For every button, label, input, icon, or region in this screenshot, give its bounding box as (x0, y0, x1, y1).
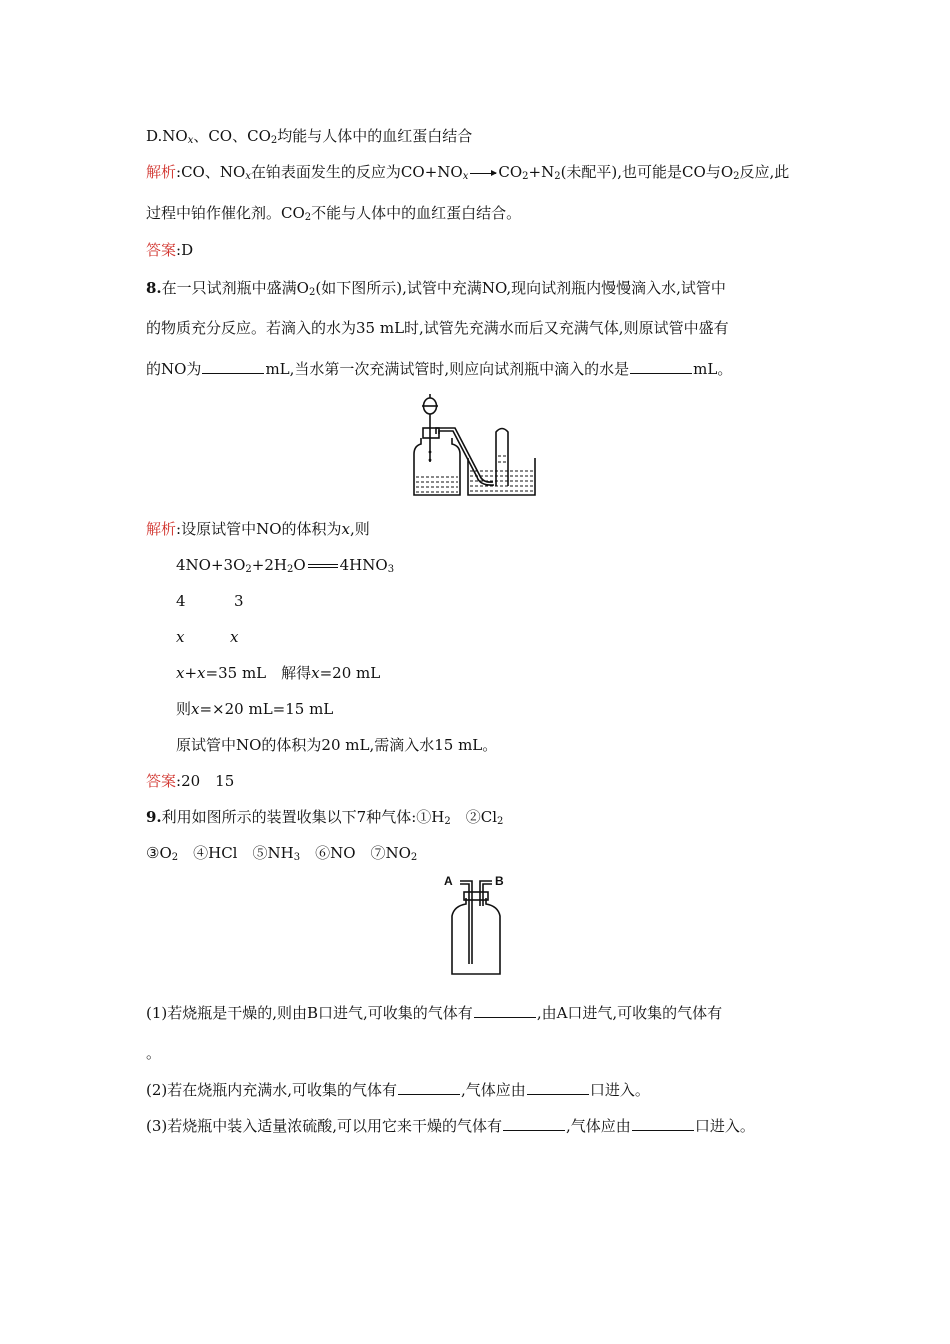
q7-analysis-line2: 过程中铂作催化剂。$CO_2$不能与人体中的血红蛋白结合。 (146, 204, 522, 223)
q8-answer: 答案:20 15 (146, 772, 235, 790)
q8-var-b: x (230, 628, 239, 646)
question-number: 8. (146, 279, 162, 297)
q9-part3: (3)若烧瓶中装入适量浓硫酸,可以用它来干燥的气体有 ,气体应由 口进入。 (146, 1117, 755, 1135)
q8-calc2: 则x=×20 mL=15 mL (176, 700, 334, 718)
analysis-label: 解析 (146, 163, 177, 181)
q8-calc3: 原试管中NO的体积为20 mL,需滴入水15 mL。 (176, 736, 498, 754)
answer-label: 答案 (146, 241, 177, 259)
answer-blank (398, 1080, 460, 1095)
q7-analysis: 解析:CO、$NO_x$在铂表面发生的反应为$CO+NO_x$ $CO_2+N_2$(未配平),也可能是CO与$O_2$反应,此 (146, 163, 790, 182)
q8-coef-3: 3 (234, 592, 244, 610)
answer-blank (632, 1116, 694, 1131)
q9-line1: 9.利用如图所示的装置收集以下7种气体$:①H_2$ $②Cl_2$ (146, 808, 504, 827)
answer-blank (503, 1116, 565, 1131)
q9-part2: (2)若在烧瓶内充满水,可收集的气体有 ,气体应由 口进入。 (146, 1081, 650, 1099)
q8-calc1: x+x=35 mL 解得x=20 mL (176, 664, 381, 682)
q8-equation: $4NO+3O_2+2H_2O$ $4HNO_3$ (176, 556, 395, 575)
answer-label: 答案 (146, 772, 177, 790)
answer-blank (202, 359, 264, 374)
q8-line1: 8.在一只试剂瓶中盛满$O_2$(如下图所示),试管中充满NO,现向试剂瓶内慢慢滴入水,试管中 (146, 279, 726, 298)
port-label-b: B (495, 874, 504, 888)
equals-sign-icon (308, 564, 338, 568)
q7-answer: 答案:D (146, 241, 194, 259)
q9-line2: $③O_2$ ④HCl $⑤NH_3$ ⑥NO $⑦NO_2$ (146, 844, 418, 863)
answer-blank (474, 1003, 536, 1018)
q7-option-d: $D.NO_x$、CO、$CO_2$均能与人体中的血红蛋白结合 (146, 127, 473, 146)
question-number: 9. (146, 808, 162, 826)
answer-blank (630, 359, 692, 374)
q9-part1: (1)若烧瓶是干燥的,则由B口进气,可收集的气体有 ,由A口进气,可收集的气体有 (146, 1004, 723, 1022)
q8-line3: 的NO为 mL,当水第一次充满试管时,则应向试剂瓶中滴入的水是 mL。 (146, 360, 733, 378)
reaction-arrow-icon (470, 173, 496, 174)
q8-analysis: 解析:设原试管中NO的体积为x,则 (146, 520, 370, 538)
q8-var-a: x (176, 628, 185, 646)
q9-part1-end: 。 (146, 1044, 162, 1062)
answer-blank (527, 1080, 589, 1095)
reagent-bottle-apparatus-figure (408, 392, 540, 500)
q8-line2: 的物质充分反应。若滴入的水为35 mL时,试管先充满水而后又充满气体,则原试管中盛有 (146, 319, 729, 337)
analysis-label: 解析 (146, 520, 177, 538)
gas-collection-flask-figure (440, 870, 512, 978)
q8-coef-4: 4 (176, 592, 186, 610)
port-label-a: A (444, 874, 453, 888)
